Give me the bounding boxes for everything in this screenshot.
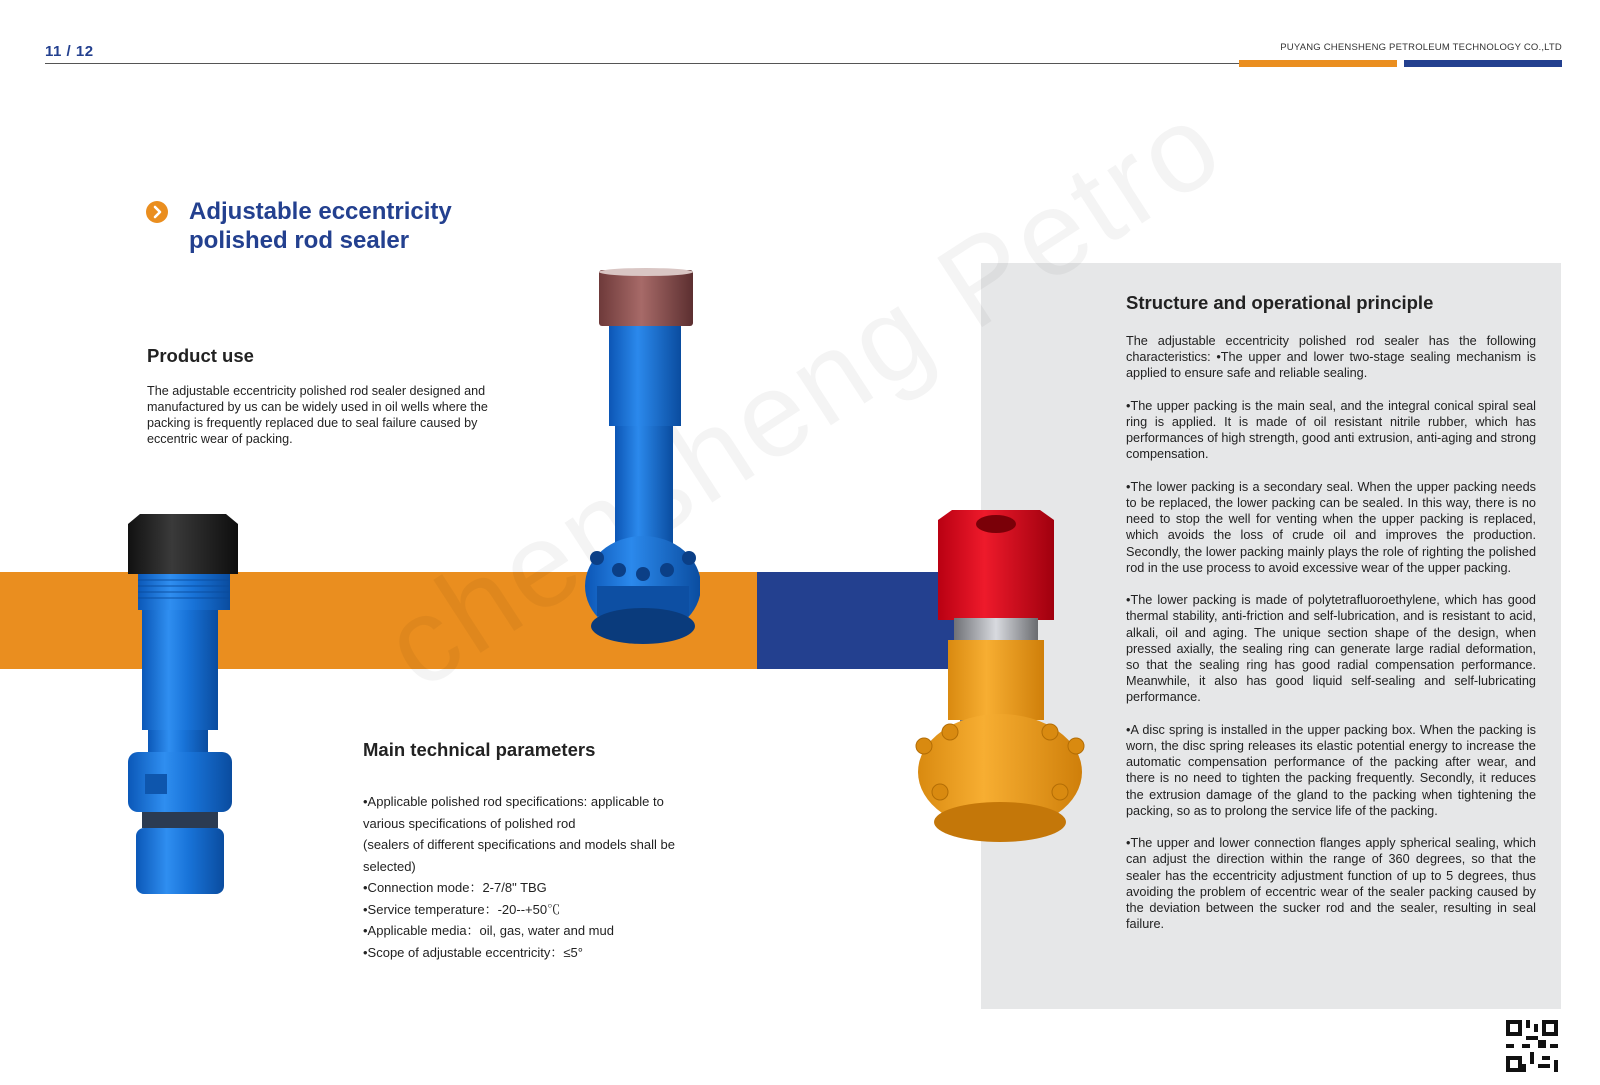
product-image-left bbox=[120, 512, 250, 908]
title-line-2: polished rod sealer bbox=[189, 227, 410, 254]
structure-paragraph: •The lower packing is made of polytetrafluoroethylene, which has good thermal stability, anti-friction and self-lubrication, and is resistant to acid, alkali, oil and aging. The unique section shape of the design, when pressed axially, the sealing ring can generate large radial deformation, so that the sealing ring has good radial compensation performance. Meanwhile, it also has good liquid self-sealing and self-lubricating performance. bbox=[1126, 593, 1536, 705]
page-title bbox=[189, 197, 529, 255]
qr-code bbox=[1506, 1020, 1558, 1072]
main-parameters-heading: Main technical parameters bbox=[363, 739, 596, 760]
structure-heading: Structure and operational principle bbox=[1126, 292, 1434, 313]
structure-paragraph: The adjustable eccentricity polished rod sealer has the following characteristics: •The upper and lower two-stage sealing mechanism is applied to ensure safe and reliable sealing. bbox=[1126, 334, 1536, 381]
structure-paragraph: •The lower packing is a secondary seal. When the upper packing needs to be replaced, the lower packing can be sealed. In this way, there is no need to stop the well for venting when the upper packing is replaced, which avoids the loss of crude oil and improves the production. Secondly, the lower packing mainly plays the role of righting the polished rod in the use process to avoid excessive wear of the upper packing. bbox=[1126, 479, 1536, 575]
header-accent-blue bbox=[1404, 60, 1562, 67]
product-image-center bbox=[575, 268, 700, 658]
list-item: •Applicable media：oil, gas, water and mud bbox=[363, 923, 614, 938]
page-number: 11 / 12 bbox=[45, 43, 94, 60]
title-line-1: Adjustable eccentricity bbox=[189, 198, 452, 225]
list-item: (sealers of different specifications and models shall be selected) bbox=[363, 837, 675, 874]
product-use-heading: Product use bbox=[147, 345, 254, 366]
list-item: •Applicable polished rod specifications: applicable to various specifications of polished rod bbox=[363, 794, 664, 831]
structure-paragraph: •A disc spring is installed in the upper packing box. When the packing is worn, the disc spring releases its elastic potential energy to increase the automatic compensation performance of the packing after wear, and there is no need to tighten the packing frequently. Secondly, it reduces the extrusion damage of the gland to the packing when tightening the packing, so as to prolong the service life of the packing. bbox=[1126, 722, 1536, 818]
product-use-text: The adjustable eccentricity polished rod sealer designed and manufactured by us can be widely used in oil wells where the packing is frequently replaced due to seal failure caused by eccentric wear of packing. bbox=[147, 384, 488, 446]
list-item: •Scope of adjustable eccentricity：≤5° bbox=[363, 944, 583, 960]
product-image-right bbox=[910, 510, 1090, 855]
company-name: PUYANG CHENSHENG PETROLEUM TECHNOLOGY CO.,LTD bbox=[1280, 42, 1562, 53]
structure-paragraph: •The upper packing is the main seal, and the integral conical spiral seal ring is applied. It is made of oil resistant nitrile rubber, which has performances of high strength, good anti extrusion, anti-aging and strong compensation. bbox=[1126, 398, 1536, 462]
structure-text bbox=[1126, 333, 1536, 949]
chevron-right-icon bbox=[146, 201, 168, 223]
structure-paragraph: •The upper and lower connection flanges apply spherical sealing, which can adjust the direction within the range of 360 degrees, so that the sealer has the eccentricity adjustment function of up to 5 degrees, thus avoiding the problem of eccentric wear of the sealer packing caused by the deviation between the sucker rod and the sealer, resulting in seal failure. bbox=[1126, 836, 1536, 932]
list-item: •Service temperature：-20--+50℃ bbox=[363, 901, 561, 917]
header-accent-orange bbox=[1239, 60, 1397, 67]
main-parameters-list bbox=[363, 791, 693, 963]
header-divider bbox=[45, 63, 1242, 64]
list-item: •Connection mode：2-7/8" TBG bbox=[363, 880, 547, 895]
